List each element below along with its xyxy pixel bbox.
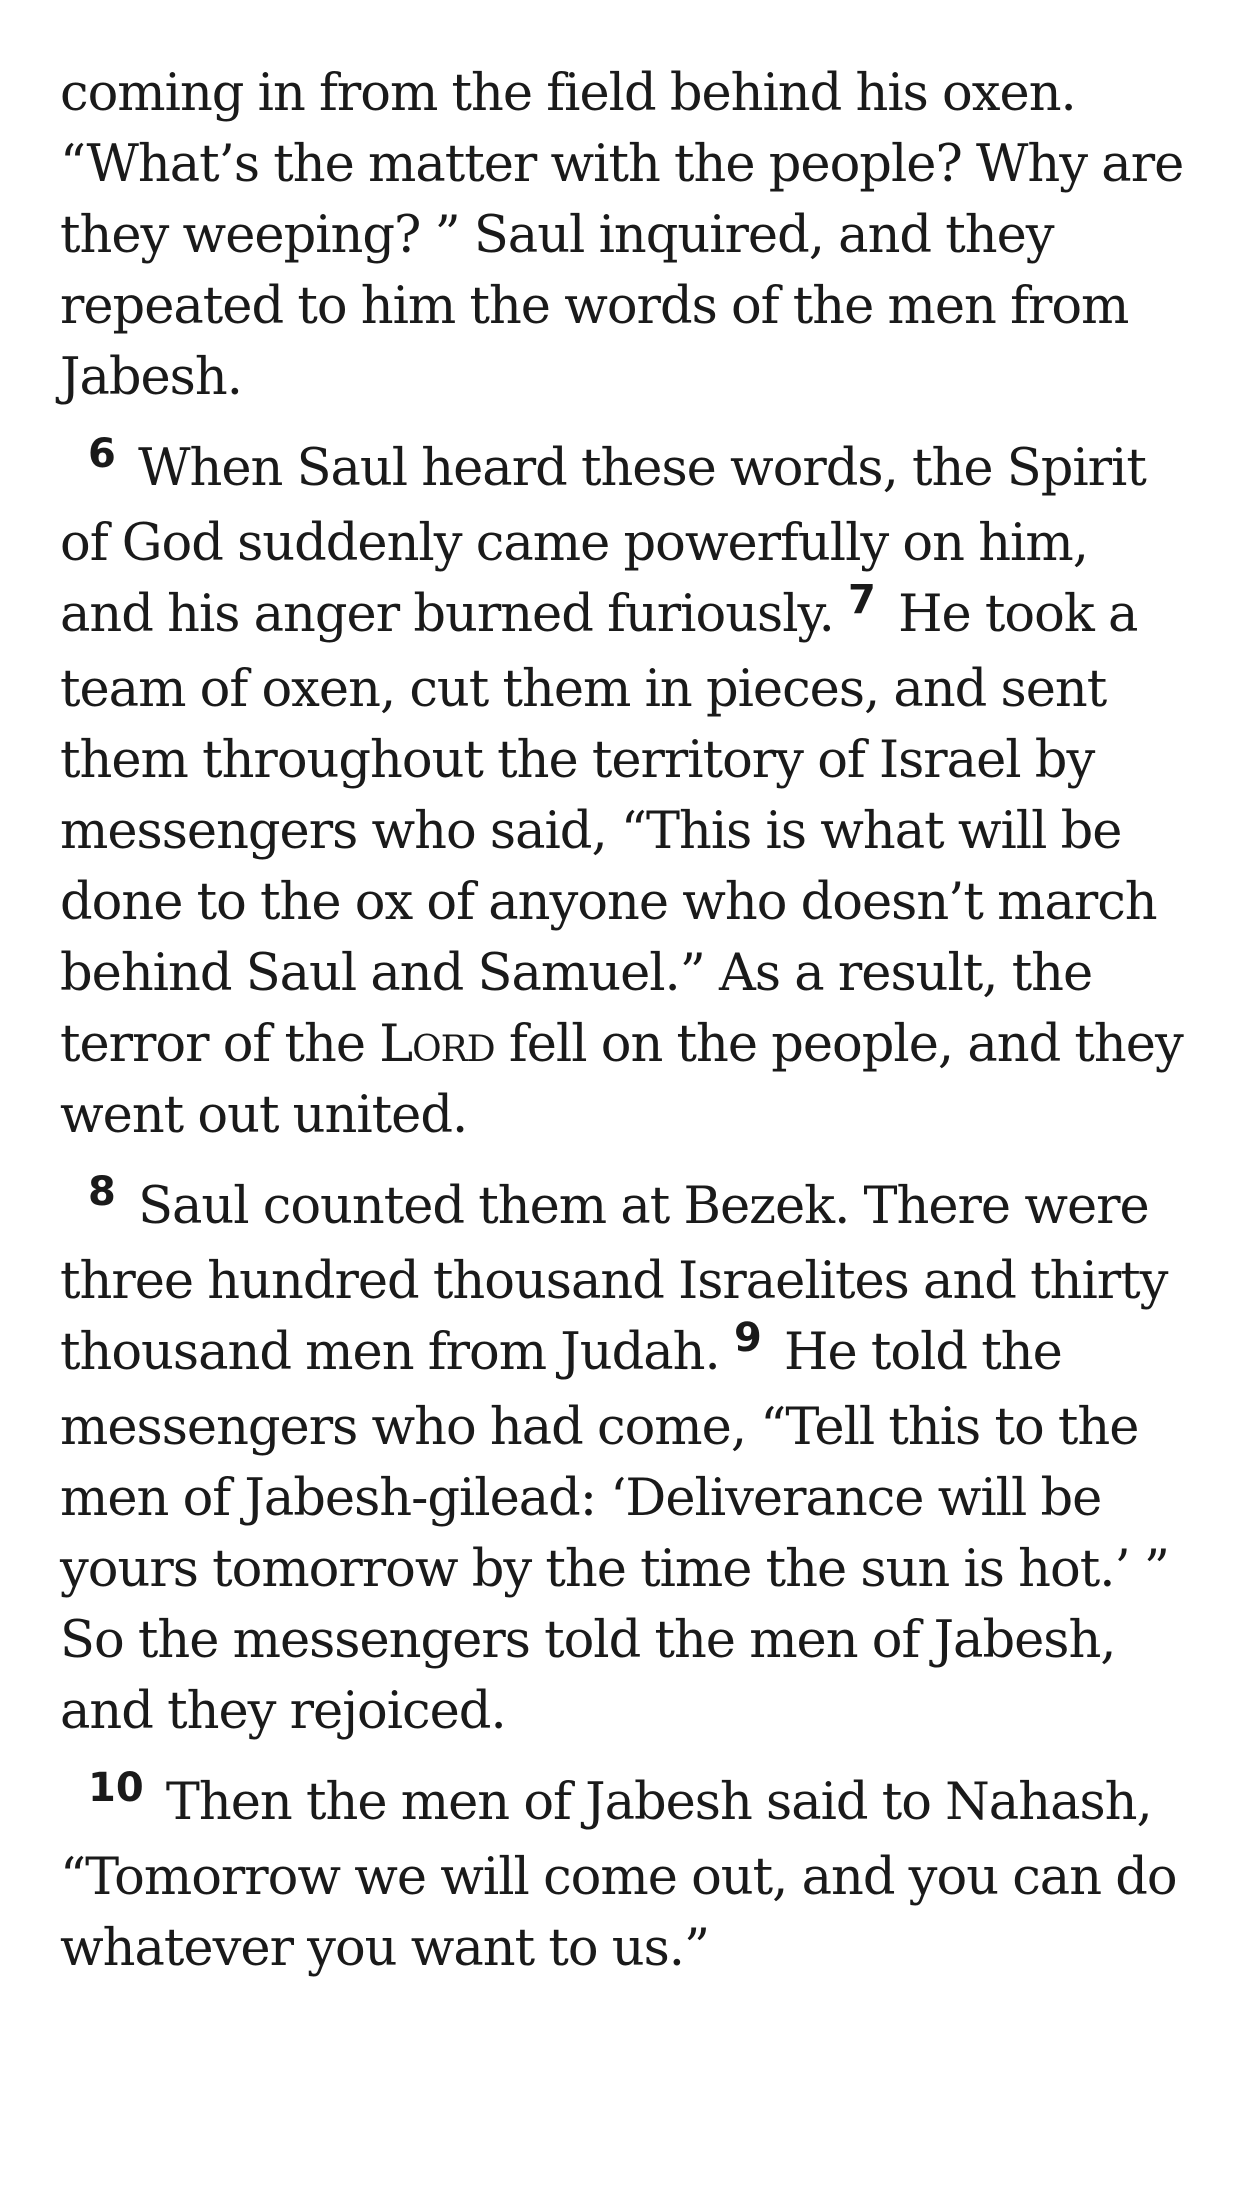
verse-number-6[interactable]: 6 xyxy=(88,431,116,477)
verse-9-text: He told the messengers who had come, “Tell this to the men of Jabesh-gilead: ‘Deliverance will be yours tomorrow by the time the sun is hot.’ ” So the messengers told the men of Jabesh, and they rejoiced. xyxy=(60,1323,1169,1741)
lord-smallcaps: Lord xyxy=(379,1015,495,1074)
verse-5-text: coming in from the field behind his oxen. “What’s the matter with the people? Why are they weeping? ” Saul inquired, and they repeated to him the words of the men from Jabesh. xyxy=(60,64,1184,407)
verse-7-text-a: He took a team of oxen, cut them in pieces, and sent them throughout the territory of Israel by messengers who said, “This is what will be done to the ox of anyone who doesn’t march behind Saul and Samuel.” As a result, the terror of the xyxy=(60,585,1157,1074)
paragraph-1 xyxy=(60,58,1190,413)
verse-8-text: Saul counted them at Bezek. There were three hundred thousand Israelites and thirty thousand men from Judah. xyxy=(60,1177,1168,1382)
verse-number-9[interactable]: 9 xyxy=(733,1315,762,1361)
paragraph-3 xyxy=(60,1171,1190,1747)
verse-number-10[interactable]: 10 xyxy=(88,1765,144,1811)
paragraph-4 xyxy=(60,1767,1190,1984)
paragraph-2 xyxy=(60,433,1190,1151)
verse-7-text-b: fell on the people, and they went out united. xyxy=(60,1015,1183,1145)
scripture-reader[interactable] xyxy=(60,58,1190,2004)
verse-10-text: Then the men of Jabesh said to Nahash, “Tomorrow we will come out, and you can do whatever you want to us.” xyxy=(60,1773,1177,1978)
verse-6-text: When Saul heard these words, the Spirit of God suddenly came powerfully on him, and his anger burned furiously. xyxy=(60,439,1146,644)
verse-number-8[interactable]: 8 xyxy=(88,1169,116,1215)
verse-number-7[interactable]: 7 xyxy=(848,577,876,623)
